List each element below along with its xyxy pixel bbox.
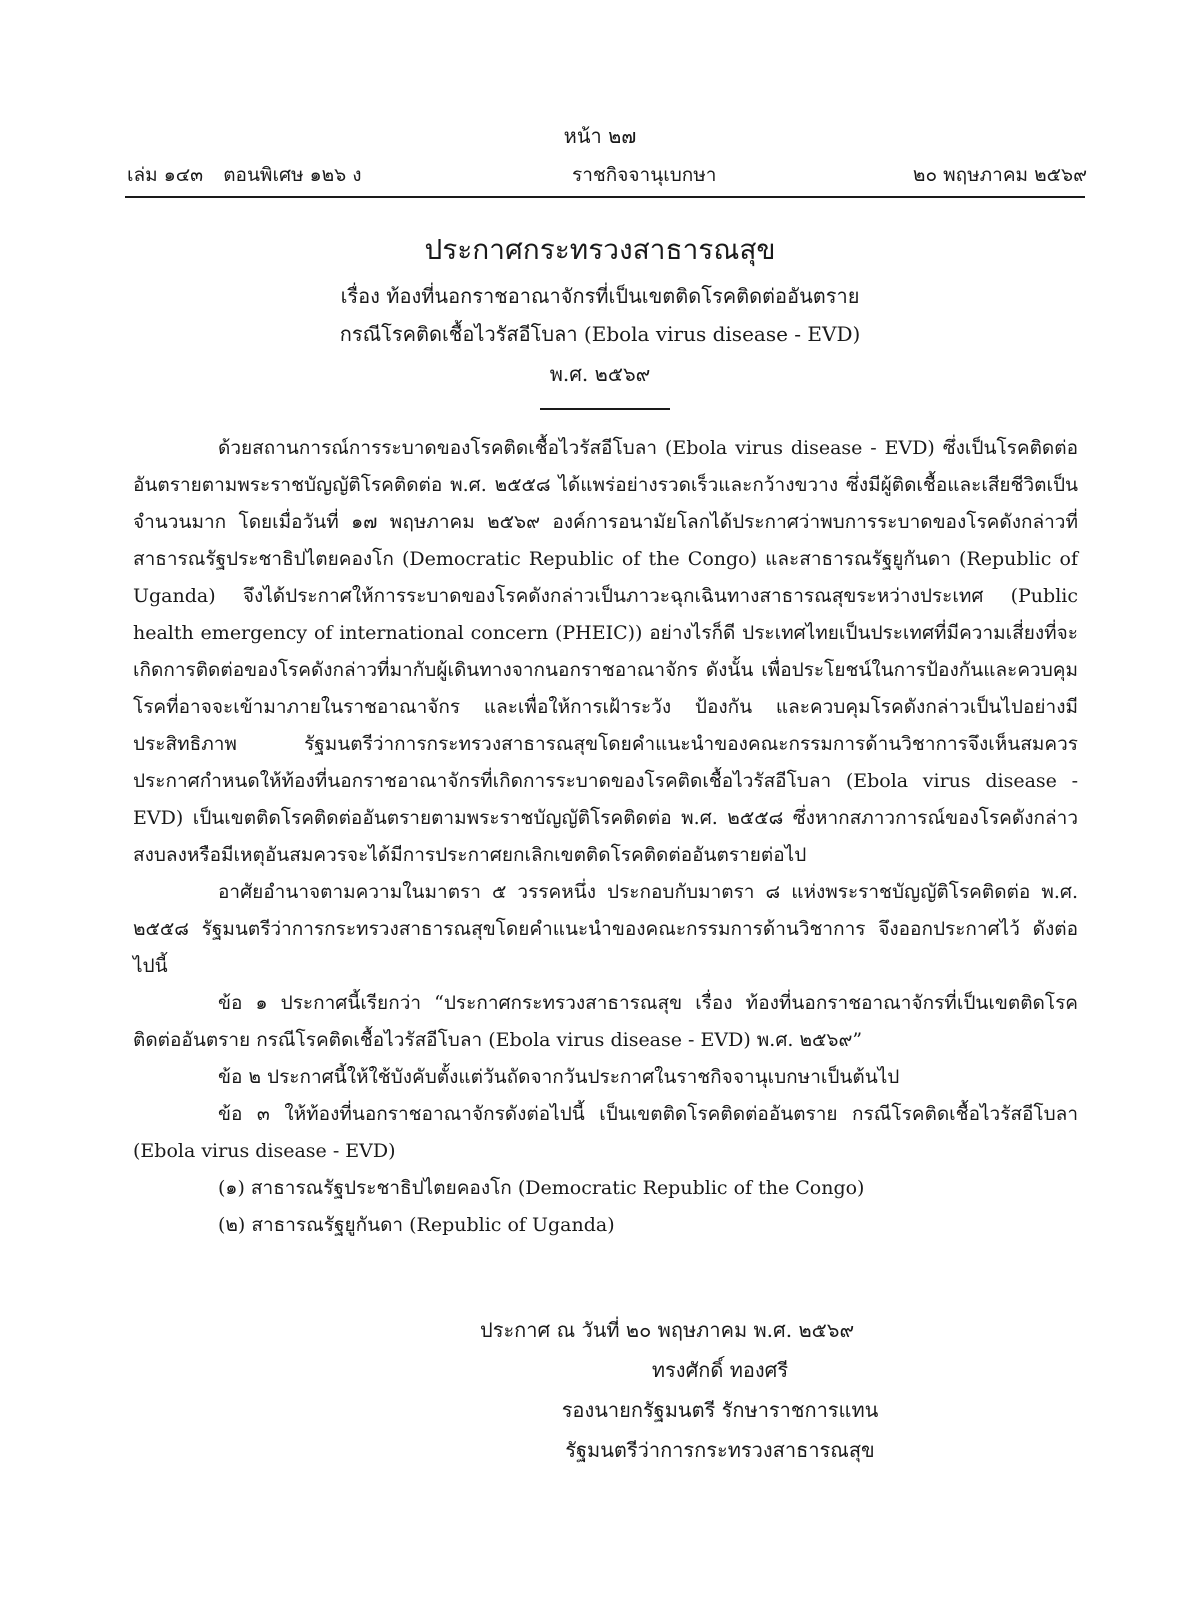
volume-number: เล่ม ๑๔๓ <box>127 164 204 186</box>
header-left <box>127 160 376 190</box>
gazette-name: ราชกิจจานุเบกษา <box>572 164 717 186</box>
clause-2: ข้อ ๒ ประกาศนี้ให้ใช้บังคับตั้งแต่วันถัดจากวันประกาศในราชกิจจานุเบกษาเป็นต้นไป <box>218 1066 900 1088</box>
body-paragraph-1: ด้วยสถานการณ์การระบาดของโรคติดเชื้อไวรัสอีโบลา (Ebola virus disease - EVD) ซึ่งเป็นโรคติดต่ออันตรายตามพระราชบัญญัติโรคติดต่อ พ.ศ. ๒๕๕๘ ได้แพร่อย่างรวดเร็วและกว้างขวาง ซึ่งมีผู้ติดเชื้อและเสียชีวิตเป็นจำนวนมาก โดยเมื่อวันที่ ๑๗ พฤษภาคม ๒๕๖๙ องค์การอนามัยโลกได้ประกาศว่าพบการระบาดของโรคดังกล่าวที่สาธารณรัฐประชาธิปไตยคองโก (Democratic Republic of the Congo) และสาธารณรัฐยูกันดา (Republic of Uganda) จึงได้ประกาศให้การระบาดของโรคดังกล่าวเป็นภาวะฉุกเฉินทางสาธารณสุขระหว่างประเทศ (Public health emergency of international concern (PHEIC)) อย่างไรก็ดี ประเทศไทยเป็นประเทศที่มีความเสี่ยงที่จะเกิดการติดต่อของโรคดังกล่าวที่มากับผู้เดินทางจากนอกราชอาณาจักร ดังนั้น เพื่อประโยชน์ในการป้องกันและควบคุมโรคที่อาจจะเข้ามาภายในราชอาณาจักร และเพื่อให้การเฝ้าระวัง ป้องกัน และควบคุมโรคดังกล่าวเป็นไปอย่างมีประสิทธิภาพ รัฐมนตรีว่าการกระทรวงสาธารณสุขโดยคำแนะนำของคณะกรรมการด้านวิชาการจึงเห็นสมควรประกาศกำหนดให้ท้องที่นอกราชอาณาจักรที่เกิดการระบาดของโรคติดเชื้อไวรัสอีโบลา (Ebola virus disease - EVD) เป็นเขตติดโรคติดต่ออันตรายตามพระราชบัญญัติโรคติดต่อ พ.ศ. ๒๕๕๘ ซึ่งหากสภาวการณ์ของโรคดังกล่าวสงบลงหรือมีเหตุอันสมควรจะได้มีการประกาศยกเลิกเขตติดโรคติดต่ออันตรายต่อไป <box>133 437 1078 866</box>
signatory-position-1: รองนายกรัฐมนตรี รักษาราชการแทน <box>561 1398 879 1422</box>
announcement-case: กรณีโรคติดเชื้อไวรัสอีโบลา (Ebola virus disease - EVD) <box>339 322 861 346</box>
signatory-name: ทรงศักดิ์ ทองศรี <box>651 1358 789 1382</box>
list-item-2: (๒) สาธารณรัฐยูกันดา (Republic of Uganda) <box>218 1214 615 1236</box>
signature-date: ประกาศ ณ วันที่ ๒๐ พฤษภาคม พ.ศ. ๒๕๖๙ <box>480 1318 855 1342</box>
title-divider <box>540 408 670 410</box>
clause-1: ข้อ ๑ ประกาศนี้เรียกว่า “ประกาศกระทรวงสาธารณสุข เรื่อง ท้องที่นอกราชอาณาจักรที่เป็นเขตติดโรคติดต่ออันตราย กรณีโรคติดเชื้อไวรัสอีโบลา (Ebola virus disease - EVD) พ.ศ. ๒๕๖๙” <box>133 992 1078 1051</box>
section-number: ตอนพิเศษ ๑๒๖ ง <box>223 164 362 186</box>
gazette-header <box>127 160 1087 190</box>
announcement-year: พ.ศ. ๒๕๖๙ <box>549 362 651 386</box>
signature-block <box>440 1310 1000 1470</box>
list-item-1: (๑) สาธารณรัฐประชาธิปไตยคองโก (Democratic Republic of the Congo) <box>218 1177 865 1199</box>
announcement-title: ประกาศกระทรวงสาธารณสุข <box>424 233 776 266</box>
announcement-body <box>133 430 1078 1244</box>
signatory-position-2: รัฐมนตรีว่าการกระทรวงสาธารณสุข <box>565 1438 875 1462</box>
gazette-date: ๒๐ พฤษภาคม ๒๕๖๙ <box>912 164 1087 186</box>
header-divider <box>125 196 1085 198</box>
announcement-subject: เรื่อง ท้องที่นอกราชอาณาจักรที่เป็นเขตติดโรคติดต่ออันตราย <box>340 284 860 308</box>
page-number: หน้า ๒๗ <box>563 124 637 148</box>
clause-3: ข้อ ๓ ให้ท้องที่นอกราชอาณาจักรดังต่อไปนี้ เป็นเขตติดโรคติดต่ออันตราย กรณีโรคติดเชื้อไวรัสอีโบลา (Ebola virus disease - EVD) <box>133 1103 1078 1162</box>
body-paragraph-2: อาศัยอำนาจตามความในมาตรา ๕ วรรคหนึ่ง ประกอบกับมาตรา ๘ แห่งพระราชบัญญัติโรคติดต่อ พ.ศ. ๒๕๕๘ รัฐมนตรีว่าการกระทรวงสาธารณสุขโดยคำแนะนำของคณะกรรมการด้านวิชาการ จึงออกประกาศไว้ ดังต่อไปนี้ <box>133 881 1078 977</box>
